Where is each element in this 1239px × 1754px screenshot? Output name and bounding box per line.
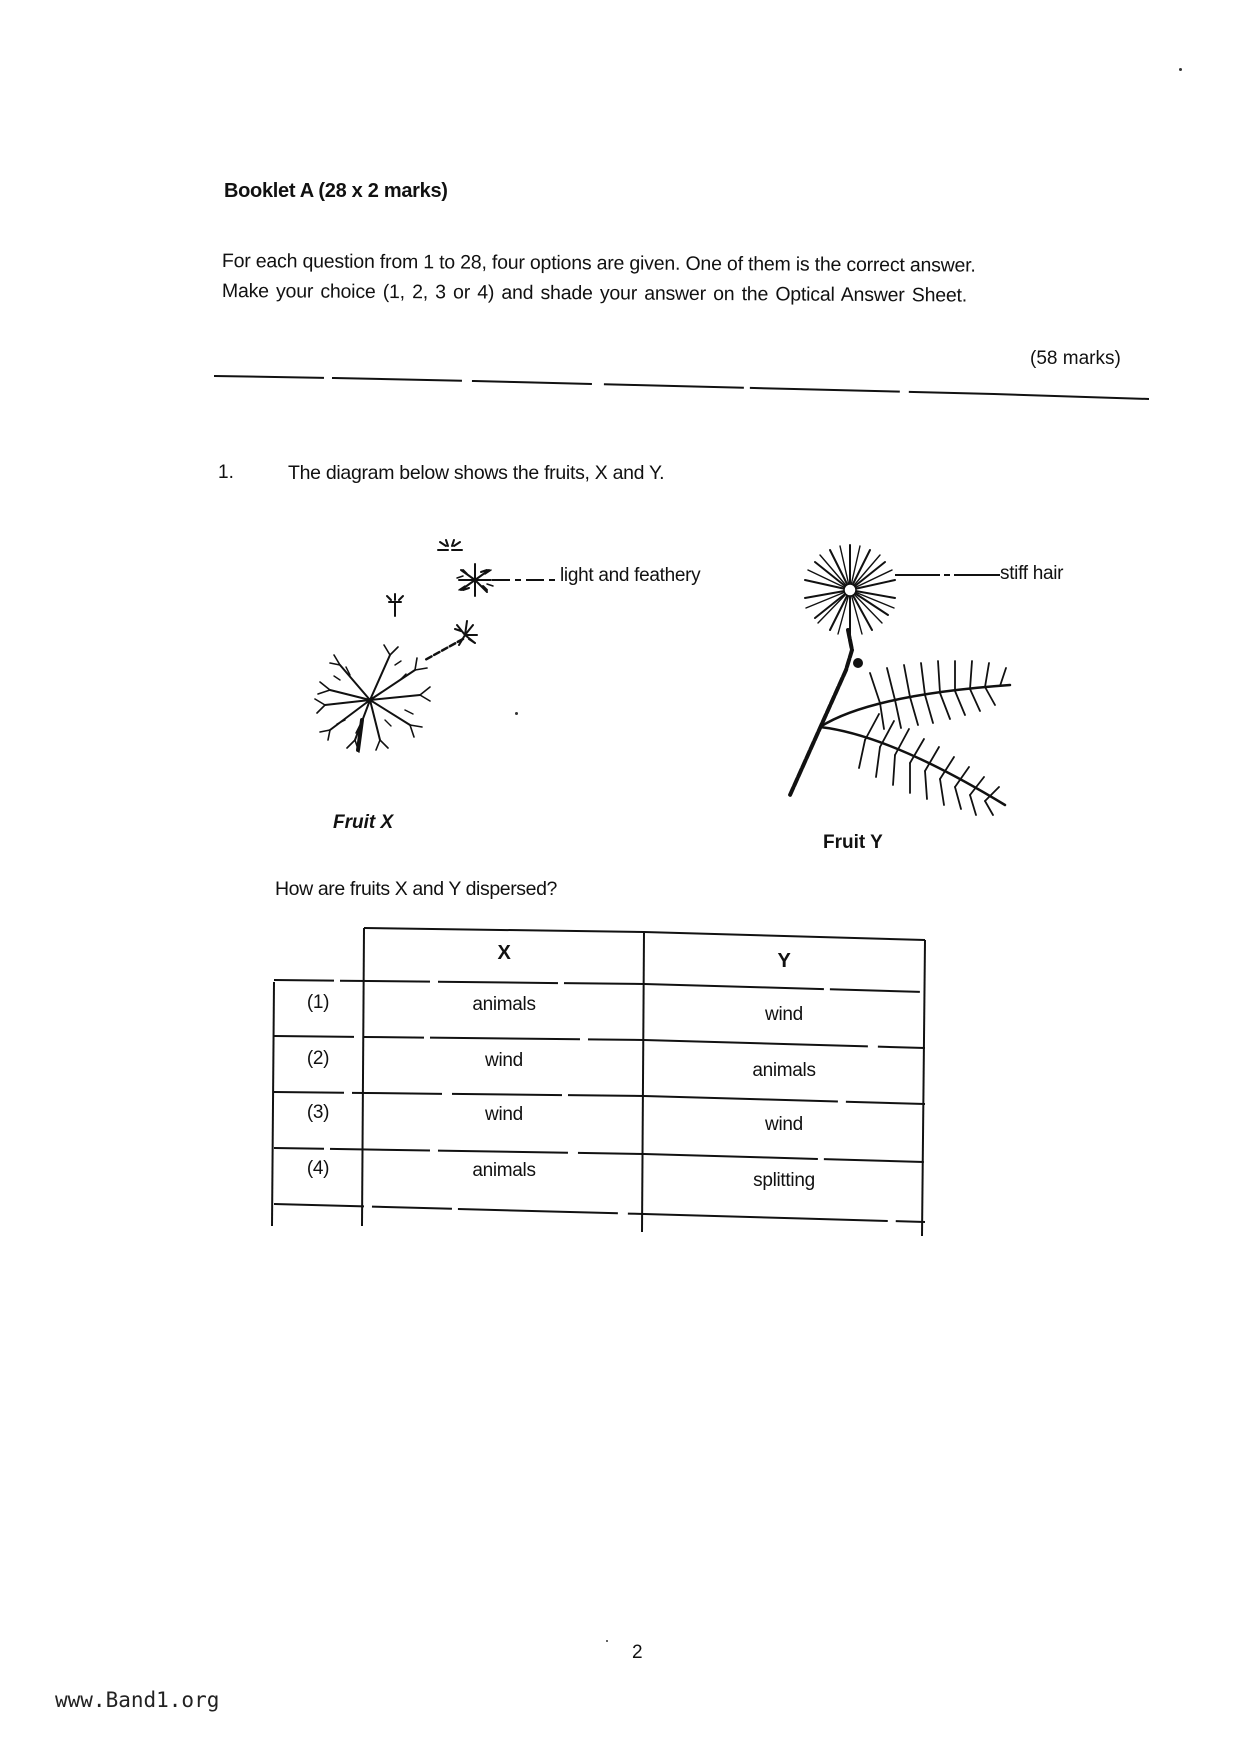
question-stem: The diagram below shows the fruits, X and Y. [288,462,665,484]
seed-tuft-top [438,540,462,550]
cell-x: animals [472,994,536,1015]
watermark: www.Band1.org [55,1688,220,1712]
cell-y: animals [752,1060,816,1081]
total-marks: (58 marks) [1030,348,1121,369]
cell-x: animals [472,1160,536,1181]
fruit-y-annotation: stiff hair [1000,563,1064,584]
cell-y: wind [765,1114,803,1135]
option-label: (3) [306,1102,330,1123]
scan-speck [515,712,518,715]
column-header-y: Y [777,950,791,972]
option-label: (4) [306,1158,330,1179]
fruit-x-illustration [300,520,560,770]
fruit-x-annotation: light and feathery [560,565,701,586]
question-prompt: How are fruits X and Y dispersed? [275,878,557,900]
column-header-x: X [497,942,511,964]
section-divider [214,372,1149,402]
cell-y: wind [765,1004,803,1025]
option-label: (1) [306,992,330,1013]
instructions-line-1: For each question from 1 to 28, four options are given. One of them is the correct answer. [221,250,976,277]
fruit-x-label: Fruit X [333,812,394,833]
instructions-line-2: Make your choice (1, 2, 3 or 4) and shade your answer on the Optical Answer Sheet. [221,280,968,307]
option-label: (2) [306,1048,330,1069]
fruit-y-label: Fruit Y [823,832,883,853]
scan-speck [1179,68,1182,71]
page-number: 2 [632,1642,643,1663]
scan-speck [606,1640,608,1642]
cell-x: wind [485,1050,523,1071]
cell-x: wind [485,1104,523,1125]
question-number: 1. [218,462,234,483]
answer-options-table [270,926,930,1236]
booklet-header: Booklet A (28 x 2 marks) [224,180,448,202]
cell-y: splitting [753,1170,815,1191]
